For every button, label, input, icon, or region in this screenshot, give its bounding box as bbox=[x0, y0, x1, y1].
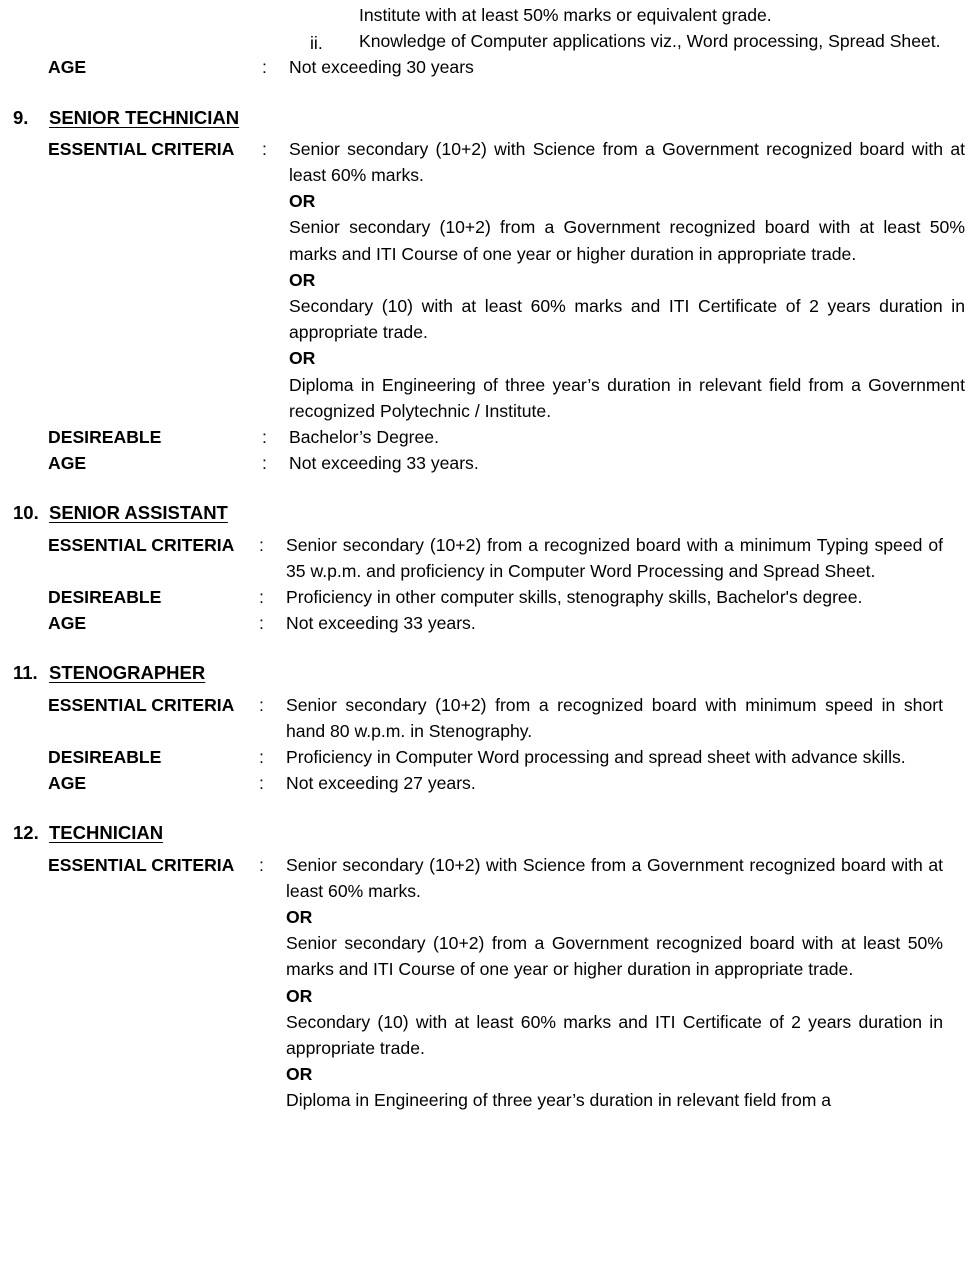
section-title: SENIOR ASSISTANT bbox=[49, 502, 228, 524]
colon-separator: : bbox=[259, 694, 264, 715]
section-number: 10. bbox=[13, 502, 39, 524]
field-label: ESSENTIAL CRITERIA bbox=[48, 694, 235, 715]
section-title: TECHNICIAN bbox=[49, 822, 164, 844]
continuation-block bbox=[0, 2, 978, 81]
age-row bbox=[0, 610, 978, 636]
colon-separator: : bbox=[259, 854, 264, 875]
section-stenographer bbox=[0, 660, 978, 796]
section-number: 11. bbox=[13, 662, 38, 684]
field-value: Senior secondary (10+2) from a recognized board with minimum speed in short hand 80 w.p.m. in Stenography. bbox=[286, 694, 943, 741]
essential-criteria-row bbox=[0, 852, 978, 1114]
field-value bbox=[289, 136, 965, 424]
section-heading bbox=[0, 105, 978, 131]
criteria-option: Diploma in Engineering of three year’s duration in relevant field from a bbox=[286, 1090, 832, 1111]
colon-separator: : bbox=[262, 453, 267, 474]
section-technician bbox=[0, 820, 978, 1113]
colon-separator: : bbox=[259, 534, 264, 555]
essential-criteria-row bbox=[0, 692, 978, 744]
field-label: DESIREABLE bbox=[48, 587, 162, 608]
colon-separator: : bbox=[259, 587, 264, 608]
age-row bbox=[0, 770, 978, 796]
field-label: AGE bbox=[48, 773, 87, 794]
field-value: Not exceeding 27 years. bbox=[286, 773, 476, 794]
essential-criteria-row bbox=[0, 532, 978, 584]
section-title: STENOGRAPHER bbox=[49, 662, 206, 684]
document-page bbox=[0, 2, 978, 1114]
desirable-row bbox=[0, 424, 978, 450]
criteria-option: Senior secondary (10+2) with Science from a Government recognized board with at least 60% marks. bbox=[286, 854, 943, 901]
field-value: Not exceeding 33 years. bbox=[289, 453, 479, 474]
age-row bbox=[0, 54, 978, 80]
field-value: Bachelor’s Degree. bbox=[289, 427, 439, 448]
continued-text-line: Institute with at least 50% marks or equivalent grade. bbox=[359, 5, 772, 25]
section-heading bbox=[0, 500, 978, 526]
colon-separator: : bbox=[262, 57, 267, 78]
or-separator: OR bbox=[289, 348, 316, 369]
field-value bbox=[286, 852, 943, 1114]
section-number: 9. bbox=[13, 106, 29, 128]
field-value: Not exceeding 33 years. bbox=[286, 613, 476, 634]
field-value: Proficiency in other computer skills, stenography skills, Bachelor's degree. bbox=[286, 587, 863, 608]
or-separator: OR bbox=[289, 269, 316, 290]
field-label: AGE bbox=[48, 57, 87, 78]
section-number: 12. bbox=[13, 822, 39, 844]
or-separator: OR bbox=[286, 907, 313, 928]
criteria-option: Senior secondary (10+2) from a Government recognized board with at least 50% marks and ITI Course of one year or higher duration in appropriate trade. bbox=[286, 933, 943, 980]
field-label: DESIREABLE bbox=[48, 427, 162, 448]
section-senior-technician bbox=[0, 105, 978, 477]
section-title: SENIOR TECHNICIAN bbox=[49, 106, 240, 128]
colon-separator: : bbox=[259, 747, 264, 768]
colon-separator: : bbox=[262, 427, 267, 448]
list-item-text: Knowledge of Computer applications viz., Word processing, Spread Sheet. bbox=[359, 31, 941, 52]
or-separator: OR bbox=[286, 1064, 313, 1085]
field-value: Not exceeding 30 years bbox=[289, 57, 474, 78]
essential-criteria-row bbox=[0, 136, 978, 424]
field-label: ESSENTIAL CRITERIA bbox=[48, 138, 235, 159]
criteria-option: Senior secondary (10+2) from a Government recognized board with at least 50% marks and ITI Course of one year or higher duration in appropriate trade. bbox=[289, 217, 965, 264]
field-label: AGE bbox=[48, 453, 87, 474]
age-row bbox=[0, 450, 978, 476]
field-value: Proficiency in Computer Word processing and spread sheet with advance skills. bbox=[286, 747, 906, 768]
colon-separator: : bbox=[259, 773, 264, 794]
or-separator: OR bbox=[289, 191, 316, 212]
criteria-option: Senior secondary (10+2) with Science from a Government recognized board with at least 60% marks. bbox=[289, 138, 965, 185]
or-separator: OR bbox=[286, 985, 313, 1006]
colon-separator: : bbox=[262, 138, 267, 159]
field-label: ESSENTIAL CRITERIA bbox=[48, 854, 235, 875]
list-item-number: ii. bbox=[310, 33, 323, 53]
section-heading bbox=[0, 660, 978, 686]
field-value: Senior secondary (10+2) from a recognized board with a minimum Typing speed of 35 w.p.m. and proficiency in Computer Word Processing and Spread Sheet. bbox=[286, 534, 943, 581]
field-label: AGE bbox=[48, 613, 87, 634]
desirable-row bbox=[0, 744, 978, 770]
section-heading bbox=[0, 820, 978, 846]
field-label: ESSENTIAL CRITERIA bbox=[48, 534, 235, 555]
criteria-option: Diploma in Engineering of three year’s duration in relevant field from a Government recognized Polytechnic / Institute. bbox=[289, 374, 965, 421]
criteria-option: Secondary (10) with at least 60% marks and ITI Certificate of 2 years duration in appropriate trade. bbox=[289, 296, 965, 343]
desirable-row bbox=[0, 584, 978, 610]
colon-separator: : bbox=[259, 613, 264, 634]
criteria-option: Secondary (10) with at least 60% marks and ITI Certificate of 2 years duration in appropriate trade. bbox=[286, 1011, 943, 1059]
field-label: DESIREABLE bbox=[48, 747, 162, 768]
section-senior-assistant bbox=[0, 500, 978, 636]
